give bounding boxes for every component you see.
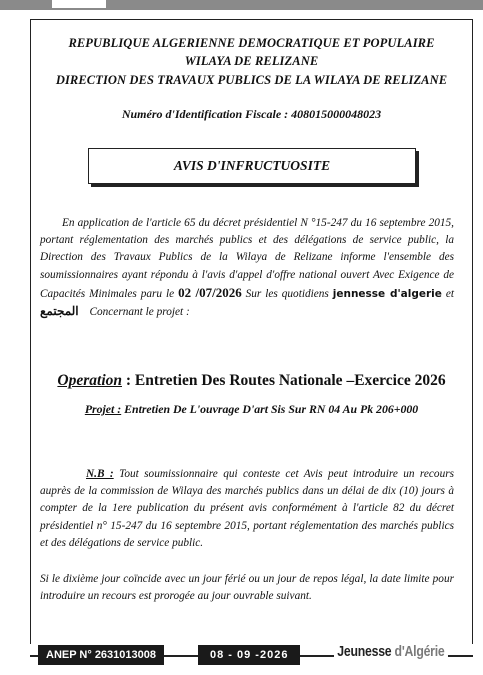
notice-title: AVIS D'INFRUCTUOSITE: [173, 158, 331, 173]
newspaper-1: jennesse d'algerie: [332, 287, 442, 300]
footer: [0, 644, 483, 666]
operation-label: Operation: [57, 372, 122, 389]
nb-label: N.B :: [86, 468, 114, 480]
footer-date: 08 - 09 -2026: [198, 645, 300, 665]
header-direction: DIRECTION DES TRAVAUX PUBLICS DE LA WILAYA DE RELIZANE: [55, 73, 448, 87]
operation-line: [30, 372, 473, 390]
brand-part-a: Jeunesse: [337, 643, 392, 660]
projet-line: [30, 402, 473, 417]
operation-text: : Entretien Des Routes Nationale –Exercice 2026: [122, 372, 446, 389]
header-republic: REPUBLIQUE ALGERIENNE DEMOCRATIQUE ET POPULAIRE: [68, 36, 435, 50]
paragraph1-text-b: Sur les quotidiens: [241, 287, 333, 300]
anep-badge: ANEP N° 2631013008: [38, 645, 164, 665]
nb-paragraph: [40, 466, 454, 552]
paragraph1-text-a: En application de l'article 65 du décret présidentiel N °15-247 du 16 septembre 2015, portant réglementation des marchés publics et des délégations de service public, la Direction des Travaux Publics de la Wilaya de Relizane informe l'ensemble des soumissionnaires ayant répondu à l'avis d'appel d'offre national ouvert Avec Exigence de Capacités Minimales paru le: [40, 217, 454, 300]
projet-text: Entretien De L'ouvrage D'art Sis Sur RN 04 Au Pk 206+000: [121, 402, 419, 416]
paragraph1-text-c: et: [441, 287, 454, 300]
top-bar: [0, 0, 483, 10]
newspaper-2: المجتمع: [40, 304, 79, 319]
notice-title-box: [88, 148, 416, 184]
paragraph-application: [40, 215, 454, 321]
paragraph1-text-d: Concernant le projet :: [89, 306, 190, 319]
newspaper-logo: [334, 640, 448, 664]
brand-part-b: d'Algérie: [391, 643, 445, 660]
fiscal-id: Numéro d'Identification Fiscale : 408015000048023: [121, 107, 382, 121]
header-wilaya: WILAYA DE RELIZANE: [184, 54, 319, 68]
projet-label: Projet :: [84, 402, 122, 416]
top-bar-tab: [52, 0, 106, 8]
paragraph-deadline: Si le dixième jour coïncide avec un jour férié ou un jour de repos légal, la date limite pour introduire un recours est prorogée au jour ouvrable suivant.: [40, 573, 454, 603]
publication-date: 02 /07/2026: [178, 284, 242, 300]
nb-text: Tout soumissionnaire qui conteste cet Avis peut introduire un recours auprès de la commission de Wilaya des marchés publics dans un délai de dix (10) jours à compter de la 1ere publication du présent avis conformément à l'article 82 du décret présidentiel n° 15-247 du 16 septembre 2015, portant réglementation des marchés publics et des délégations de service public.: [40, 468, 455, 549]
